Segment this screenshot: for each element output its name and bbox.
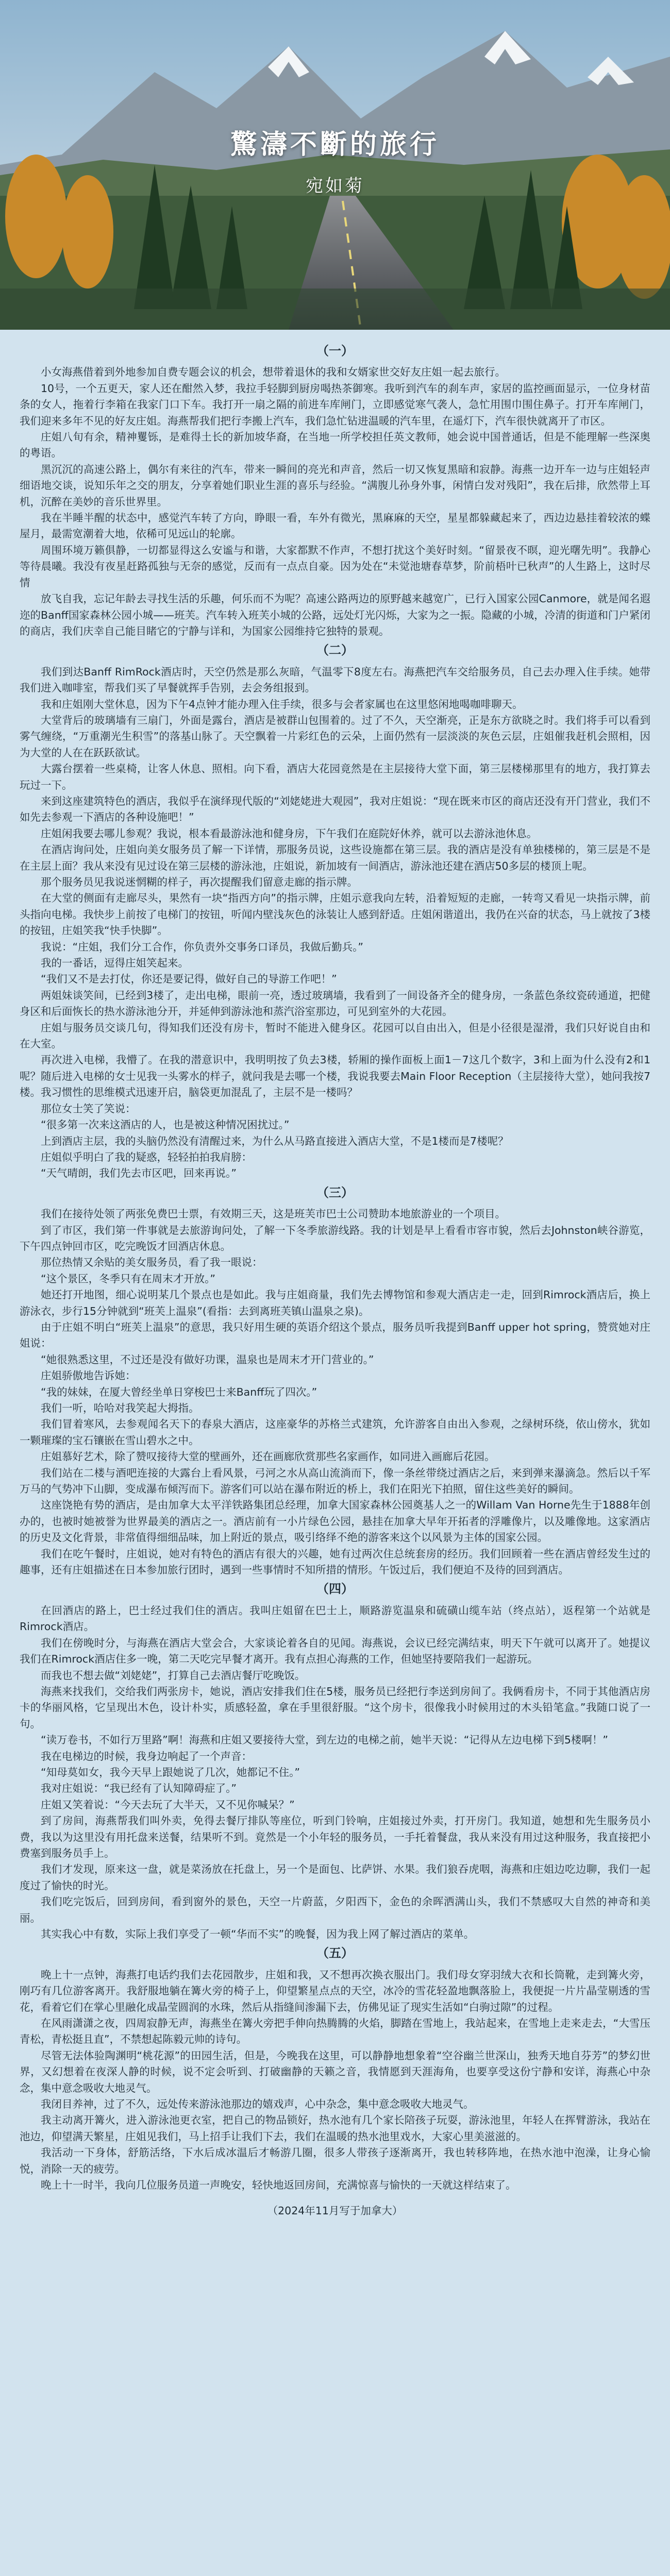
paragraph: 这座饶艳有势的酒店，是由加拿大太平洋铁路集团总经理，加拿大国家森林公园奠基人之一的Willam Van Horne先生于1888年创办的，也被时她被誉为世界最美的酒店之一。酒店前有一小片绿色公园，悬挂在加拿大早年开拓者的浮雕像片，以及雕像地。这家酒店的历史及文化背景，非常值得细细品味，加上附近的景点，吸引络绎不绝的游客来这个以风景为主体的国家公园。: [20, 1499, 650, 1544]
paragraph: “知母莫如女，我今天早上跟她说了几次，她都记不住。”: [41, 1766, 300, 1778]
paragraph: 我和庄姐刚大堂休息，因为下午4点钟才能办理入住手续，很多与会者家属也在这里悠闲地喝咖啡聊天。: [41, 698, 523, 710]
paragraph: 上到酒店主层，我的头脑仍然没有清醒过来，为什么从马路直接进入酒店大堂，不是1楼而是7楼呢？: [41, 1134, 509, 1147]
paragraph: 由于庄姐不明白“班芙上温泉”的意思，我只好用生硬的英语介绍这个景点，服务员听我提到Banff upper hot spring，赞赏她对庄姐说：: [20, 1320, 650, 1350]
section-1: [20, 343, 650, 639]
paragraph: 晚上十一时半，我向几位服务员道一声晚安，轻快地返回房间，充满惊喜与愉快的一天就这样结束了。: [41, 2179, 516, 2192]
paragraph: 大堂背后的玻璃墙有三扇门，外面是露台，酒店是被群山包围着的。过了不久，天空渐亮，正是东方欲晓之时。我们将手可以看到雾气缠绕，“万重潮光生积雪”的落基山脉了。天空飘着一片彩红色的云朵，上面仍然有一层淡淡的灰色云层，庄姐催我赶机会照相，因为大堂的人在在跃跃欲试。: [20, 714, 650, 759]
paragraph: “读万卷书，不如行万里路”啊！海燕和庄姐又要接待大堂，到左边的电梯之前，她半天说：“记得从左边电梯下到5楼啊！”: [41, 1734, 609, 1747]
paragraph: 我主动离开篝火，进入游泳池更衣室，把自己的物品锁好，热水池有几个家长陪孩子玩耍，游泳池里，年轻人在挥臂游泳，我站在池边，仰望满天繁星，庄姐见我们，马上招手让我们下去，我们在温暖的热水池里戏水，大家心里美滋滋的。: [20, 2114, 650, 2143]
writing-date: （2024年11月写于加拿大）: [267, 2204, 403, 2217]
paragraph: 来到这座建筑特色的酒店，我似乎在演绎现代版的“刘姥姥进大观园”，我对庄姐说：“现在既来市区的商店还没有开门营业，我们不如先去参观一下酒店的各种设施吧！”: [20, 794, 650, 824]
article-author: 宛如菊: [306, 176, 364, 196]
paragraph: 两姐妹谈笑间，已经到3楼了，走出电梯，眼前一亮，透过玻璃墙，我看到了一间设备齐全的健身房，一条蓝色条纹瓷砖通道，把健身区和后面恢长的热水游泳池分开，并延伸到游泳池和蒸汽浴室那边，可见到室外的大花园。: [20, 989, 650, 1018]
paragraph: 庄姐与服务员交谈几句，得知我们还没有房卡，暂时不能进入健身区。花园可以自由出入，但是小径很是湿滑，我们只好说自由和在大室。: [20, 1021, 650, 1050]
paragraph: 海燕来找我们，交给我们两张房卡，她说，酒店安排我们住在5楼，服务员已经把行李送到房间了。我俩看房卡，不同于其他酒店房卡的华丽风格，它呈现出木色，设计朴实，质感轻盈，拿在手里很舒服。“这个房卡，很像我小时候用过的木头铅笔盒。”我随口说了一句。: [20, 1685, 650, 1730]
paragraph: 大露台摆着一些桌椅，让客人休息、照相。向下看，酒店大花园竟然是在主层接待大堂下面，第三层楼梯那里有的地方，我打算去玩过一下。: [20, 762, 650, 791]
paragraph: 放飞自我，忘记年龄去寻找生活的乐趣，何乐而不为呢？高速公路两边的原野越来越宽广，已行入国家公园Canmore，就是闻名遐迩的Banff国家森林公园小城——班芙。汽车转入班芙小城的公路，远处灯光闪烁，大家为之一振。隐藏的小城，冷清的街道和门户紧闭的商店，我们庆幸自己能目睹它的宁静与详和，为国家公园维持它独特的景观。: [20, 592, 650, 637]
section-4: [20, 1581, 650, 1942]
paragraph: 在酒店询问处，庄姐向美女服务员了解一下详情，那服务员说，这些设施都在第三层。我的酒店是没有单独楼梯的，第三层是不是在主层上面？我从来没有见过设在第三层楼的游泳池，庄姐说，新加坡有一间酒店，游泳池还建在酒店50多层的楼顶上呢。: [20, 843, 650, 872]
paragraph: 我闭目养神，过了不久，远处传来游泳池那边的嬉戏声，心中杂念，集中意念吸收大地灵气。: [41, 2098, 474, 2111]
paragraph: 我们冒着寒风，去参观闻名天下的春泉大酒店，这座豪华的苏格兰式建筑，允许游客自由出入参观，之绿树环绕，依山傍水，犹如一颗璀璨的宝石镶嵌在雪山碧水之中。: [20, 1418, 650, 1447]
paragraph: 周围环境万籁俱静，一切都显得这么安谧与和谐，大家都默不作声，不想打扰这个美好时刻。“留景夜不暝，迎光曙先明”。我静心等待晨曦。我没有夜星赶路孤独与无奈的感觉，反而有一点点自豪。因为处在“未觉池塘春草梦，阶前梧叶已秋声”的人生路上，这时尽情: [20, 544, 650, 589]
paragraph: 晚上十一点钟，海燕打电话约我们去花园散步，庄姐和我，又不想再次换衣服出门。我们母女穿羽绒大衣和长筒靴，走到篝火旁，刚巧有几位游客离开。我舒服地躺在篝火旁的椅子上，仰望繁星点点的天空，冰冷的雪花轻盈地飘落脸上，我便捉一片片晶莹剔透的雪花，看着它们在掌心里融化成晶莹圆润的水珠，然后从指缝间渗漏下去，仿佛见证了现实生活如“白驹过隙”的过程。: [20, 1968, 650, 2013]
section-5: [20, 1945, 650, 2219]
paragraph: 到了房间，海燕帮我们叫外卖，免得去餐厅排队等座位，听到门铃响，庄姐接过外卖，打开房门。我知道，她想和先生服务员小费，我以为这里没有用托盘来送餐，结果听不到。竟然是一个小年轻的服务员，一手托着餐盘，我从来没有用过这种服务，我直接把小费塞到服务员手上。: [20, 1815, 650, 1859]
paragraph: 我们在傍晚时分，与海燕在酒店大堂会合，大家谈论着各自的见闻。海燕说，会议已经完满结束，明天下午就可以离开了。她提议我们在Rimrock酒店住多一晚，第二天吃完早餐才离开。我有点担心海燕的工作，但她坚持要陪我们一起游玩。: [20, 1636, 650, 1666]
paragraph: 小女海燕借着到外地参加自费专题会议的机会，想带着退休的我和女婿家世交好友庄姐一起去旅行。: [41, 366, 506, 379]
paragraph: “她很熟悉这里，不过还是没有做好功课，温泉也是周末才开门营业的。”: [41, 1353, 374, 1366]
paragraph: “这个景区，冬季只有在周末才开放。”: [41, 1272, 215, 1285]
paragraph: 其实我心中有数，实际上我们享受了一顿“华而不实”的晚餐，因为我上网了解过酒店的菜单。: [41, 1928, 475, 1940]
paragraph: 10号，一个五更天，家人还在酣然入梦，我拉手轻脚到厨房喝热茶御寒。我听到汽车的刹车声，家居的监控画面显示，一位身材苗条的女人，拖着行李箱在我家门口下车。我打开一扇之隔的前进车库闸门，立即感觉寒气袭人，急忙用围巾围住鼻子。打开车库闸门，我们迎来多年不见的好友庄姐。海燕帮我们把行李搬上汽车，我们急忙钻进温暖的汽车里，在遥灯下，汽车很快就离开了市区。: [20, 382, 650, 427]
paragraph: 再次进入电梯，我懵了。在我的潜意识中，我明明按了负去3楼，轿厢的操作面板上面1－7这几个数字，3和上面为什么没有2和1呢？随后进入电梯的女士见我一头雾水的样子，就问我是去哪一个楼，我说我要去Main Floor Reception（主层接待大堂），她问我按7楼。我习惯性的思维模式迅速开启，脑袋更加混乱了，主层不是一楼吗？: [20, 1054, 650, 1099]
hero-banner: [0, 0, 670, 330]
paragraph: 黑沉沉的高速公路上，偶尔有来往的汽车，带来一瞬间的亮光和声音，然后一切又恢复黑暗和寂静。海燕一边开车一边与庄姐轻声细语地交谈，说知乐年之交的朋友，分享着她们职业生涯的喜乐与经验。“满腹儿孙身外事，闲情白发对残阳”，我在后排，欣然带上耳机，沉醉在美妙的音乐世界里。: [20, 463, 650, 508]
paragraph: 我说：“庄姐，我们分工合作，你负责外交事务口译员，我做后勤兵。”: [41, 940, 363, 953]
paragraph: “我们又不是去打仗，你还是要记得，做好自己的导游工作吧！”: [41, 973, 337, 986]
section-heading: （一）: [316, 344, 354, 358]
section-heading: （二）: [316, 643, 354, 658]
paragraph: 我们吃完饭后，回到房间，看到窗外的景色，天空一片蔚蓝，夕阳西下，金色的余晖洒满山头，我们不禁感叹大自然的神奇和美丽。: [20, 1895, 650, 1924]
paragraph: 庄姐八旬有余，精神矍铄，是难得土长的新加坡华裔，在当地一所学校担任英文教师，她会说中国普通话，但是不能理解一些深奥的粤语。: [20, 431, 650, 460]
section-heading: （四）: [316, 1582, 354, 1597]
paragraph: 庄姐闲我要去哪儿参观？我说，根本看最游泳池和健身房，下午我们在庭院好休养，就可以去游泳池休息。: [41, 827, 538, 840]
section-2: [20, 642, 650, 1181]
paragraph: 尽管无法体验陶渊明“桃花源”的田园生活，但是，今晚我在这里，可以静静地想象着“空谷幽兰世深山，独秀天地自芬芳”的梦幻世界，又幻想着在夜深人静的时候，说不定会听到、打破幽静的天籁之音，我情愿到天涯海角，也要享受这份宁静和安详，海燕心中杂念，集中意念吸收大地灵气。: [20, 2049, 650, 2094]
paragraph: “很多第一次来这酒店的人，也是被这种情况困扰过。”: [41, 1118, 290, 1131]
paragraph: 在风雨潇潇之夜，四周寂静无声，海燕坐在篝火旁把手伸向热腾腾的火焰，脚踏在雪地上，我站起来，在雪地上走来走去，“大雪压青松，青松挺且直”，不禁想起陈毅元帅的诗句。: [20, 2017, 650, 2046]
paragraph: 到了市区，我们第一件事就是去旅游询问处，了解一下冬季旅游线路。我的计划是早上看看市容市貌，然后去Johnston峡谷游览，下午四点钟回市区，吃完晚饭才回酒店休息。: [20, 1224, 650, 1252]
paragraph: 那位热情又余贴的美女服务员，看了我一眼说：: [41, 1256, 263, 1269]
paragraph: 庄姐又笑着说：“今天去玩了大半天，又不见你喊呆？”: [41, 1798, 295, 1811]
paragraph: 那个服务员见我说迷惘糊的样子，再次提醒我们留意走廊的指示牌。: [41, 876, 358, 888]
paragraph: 我对庄姐说：“我已经有了认知障碍症了。”: [41, 1782, 237, 1795]
paragraph: 我在半睡半醒的状态中，感觉汽车转了方向，睁眼一看，车外有微光，黑麻麻的天空，星星都躲藏起来了，西边边悬挂着较浓的蝶屋月，最需宽潮着大地，依稀可见远山的轮廓。: [20, 512, 650, 540]
article-title: 驚濤不斷的旅行: [230, 129, 440, 160]
section-heading: （五）: [316, 1946, 354, 1961]
paragraph: 庄姐骄傲地告诉她：: [41, 1369, 136, 1382]
paragraph: 我的一番话，逗得庄姐笑起来。: [41, 957, 189, 970]
paragraph: 我们在接待处领了两张免费巴士票，有效期三天，这是班芙市巴士公司赞助本地旅游业的一个项目。: [41, 1208, 506, 1221]
paragraph: 我活动一下身体，舒筋活络，下水后成冰温后才畅游几圈，很多人带孩子逐渐离开，我也转移阵地，在热水池中泡澡，让身心愉悦，消除一天的疲劳。: [20, 2146, 650, 2175]
paragraph: 我们一听，哈哈对我笑起大拇指。: [41, 1402, 199, 1414]
paragraph: 我们站在二楼与酒吧连接的大露台上看风景，弓河之水从高山流淌而下，像一条丝带绕过酒店之后，来到弹来瀑滴急。然后以千军万马的气势冲下山脚，变成瀑布倾泻而下。游客们可以站在瀑布附近的桥上，我们在阳光下拍照，留住这些美好的瞬间。: [20, 1466, 650, 1496]
paragraph: 她还打开地图，细心说明某几个景点也是如此。我与庄姐商量，我们先去博物馆和参观大酒店走一走，回到Rimrock酒店后，换上游泳衣，步行15分钟就到“班芙上温泉”(看指：去到离班芙镇山温泉之泉)。: [20, 1289, 650, 1317]
paragraph: 在回酒店的路上，巴士经过我们住的酒店。我叫庄姐留在巴士上，顺路游览温泉和硫磺山缆车站（终点站），返程第一个站就是Rimrock酒店。: [20, 1604, 650, 1633]
paragraph: 我们到达Banff RimRock酒店时，天空仍然是那么灰暗，气温零下8度左右。海燕把汽车交给服务员，自己去办理入住手续。她带我们进入咖啡室，帮我们买了早餐就挥手告别，去会务组报到。: [20, 665, 650, 694]
paragraph: 我在电梯边的时候，我身边响起了一个声音：: [41, 1750, 252, 1762]
paragraph: 我们才发现，原来这一盘，就是菜汤放在托盘上，另一个是面包、比萨饼、水果。我们狼吞虎咽，海燕和庄姐边吃边聊，我们一起度过了愉快的时光。: [20, 1863, 650, 1892]
paragraph: 那位女士笑了笑说：: [41, 1102, 136, 1115]
paragraph: 庄姐慕好艺术，除了赞叹接待大堂的壁画外，还在画廊欣赏那些名家画作，如同进入画廊后花园。: [41, 1450, 495, 1463]
section-heading: （三）: [316, 1185, 354, 1200]
article-body: [20, 340, 650, 2219]
paragraph: 我们在吃午餐时，庄姐说，她对有特色的酒店有很大的兴趣，她有过两次住总统套房的经历。我们回顾着一些在酒店曾经发生过的趣事，还有庄姐描述在日本参加旅行团时，遇到一些事情时不知所措的情形。午饭过后，我们便迫不及待的回到酒店。: [20, 1547, 650, 1577]
paragraph: “我的妹妹，在厦大曾经坐单日穿梭巴士来Banff玩了四次。”: [41, 1385, 317, 1398]
title-block: [0, 123, 670, 197]
paragraph: 庄姐似乎明白了我的疑惑，轻轻拍拍我肩膀：: [41, 1150, 252, 1163]
paragraph: 在大堂的侧面有走廊尽头，果然有一块“指西方向”的指示牌，庄姐示意我向左转，沿着短短的走廊，一转弯又看见一块指示牌，前头指向电梯。我快步上前按了电梯门的按钮，听闻内壁浅灰色的泳装让人感到舒适。庄姐闲谐道出，我仍在兴奋的状态，马上就按了3楼的按钮，庄姐笑我“快手快脚”。: [20, 892, 650, 937]
paragraph: “天气晴朗，我们先去市区吧，回来再说。”: [41, 1167, 237, 1180]
section-3: [20, 1185, 650, 1579]
paragraph: 而我也不想去做“刘姥姥”，打算自己去酒店餐厅吃晚饭。: [41, 1669, 306, 1682]
